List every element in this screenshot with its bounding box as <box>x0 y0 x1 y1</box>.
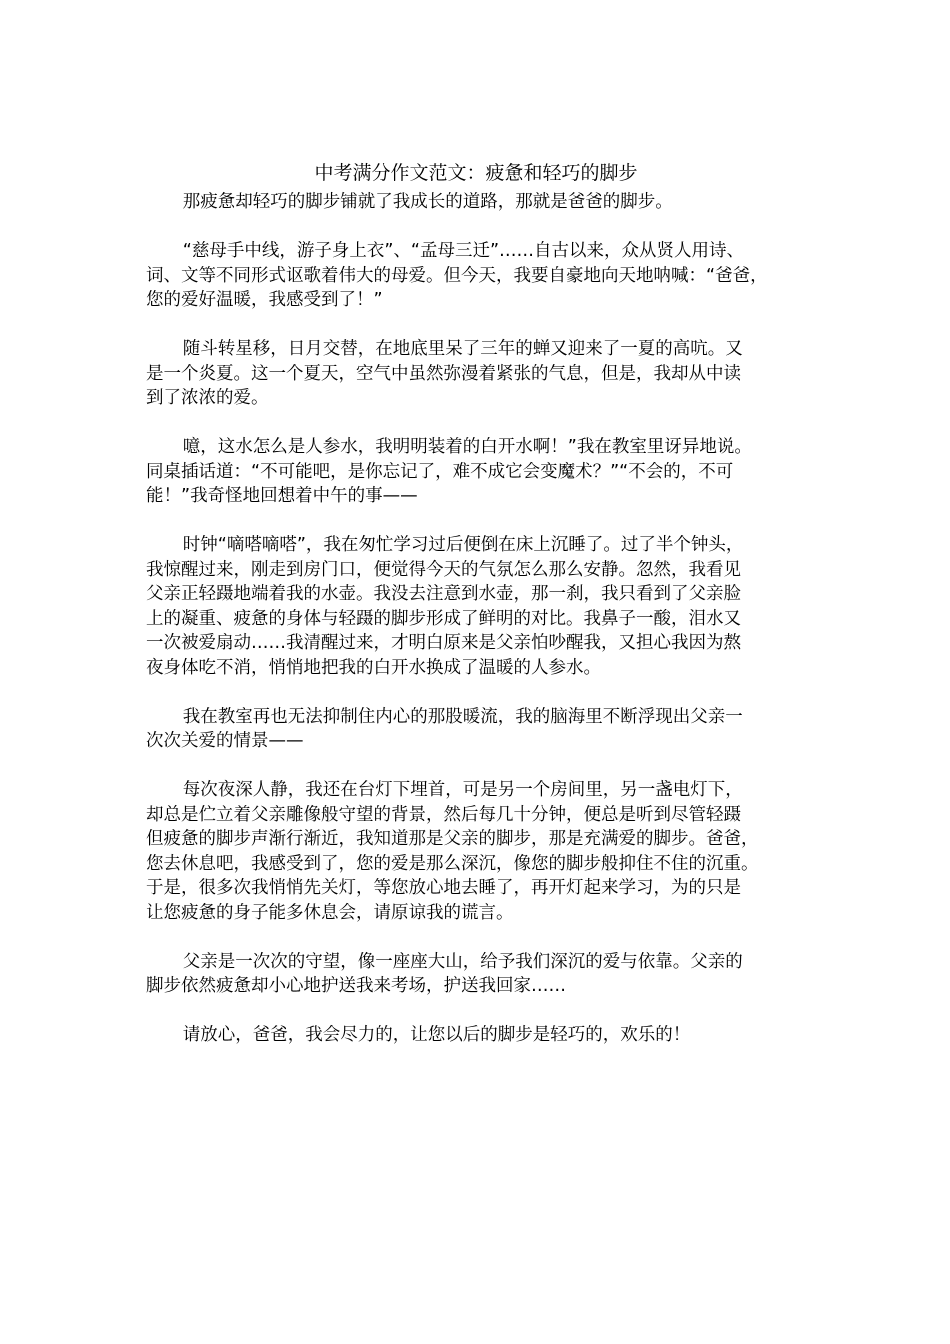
paragraph-1: 那疲惫却轻巧的脚步铺就了我成长的道路，那就是爸爸的脚步。 <box>182 192 673 212</box>
paragraph-5: 时钟“嘀嗒嘀嗒”，我在匆忙学习过后便倒在床上沉睡了。过了半个钟头， 我惊醒过来，刚走到房门口，便觉得今天的气氛怎么那么安静。忽然，我看见 父亲正轻蹑地端着我的水壶。我没去注意到水壶，那一刹，我只看到了父亲脸 上的凝重、疲惫的身体与轻蹑的脚步形成了鲜明的对比。我鼻子一酸，泪水又 一次被爱扇动……我清醒过来，才明白原来是父亲怕吵醒我，又担心我因为熬 夜身体吃不消，悄悄地把我的白开水换成了温暖的人参水。 <box>146 535 744 678</box>
paragraph-2: “慈母手中线，游子身上衣”、“孟母三迁”……自古以来，众从贤人用诗、 词、文等不同形式讴歌着伟大的母爱。但今天，我要自豪地向天地呐喊：“爸爸， 您的爱好温暖，我感受到了！” <box>146 241 768 310</box>
paragraph-4: 噫，这水怎么是人参水，我明明装着的白开水啊！”我在教室里讶异地说。 同桌插话道：“不可能吧，是你忘记了，难不成它会变魔术？”“不会的，不可 能！”我奇怪地回想着中午的事—— <box>146 437 752 506</box>
paragraph-6: 我在教室再也无法抑制住内心的那股暖流，我的脑海里不断浮现出父亲一 次次关爱的情景—— <box>146 706 743 751</box>
document-page <box>146 160 806 1072</box>
paragraph-9: 请放心，爸爸，我会尽力的，让您以后的脚步是轻巧的，欢乐的！ <box>182 1025 691 1045</box>
paragraph-3: 随斗转星移，日月交替，在地底里呆了三年的蝉又迎来了一夏的高吭。又 是一个炎夏。这一个夏天，空气中虽然弥漫着紧张的气息，但是，我却从中读 到了浓浓的爱。 <box>146 339 743 408</box>
paragraph-8: 父亲是一次次的守望，像一座座大山，给予我们深沉的爱与依靠。父亲的 脚步依然疲惫却小心地护送我来考场，护送我回家…… <box>146 951 743 996</box>
paragraph-7: 每次夜深人静，我还在台灯下埋首，可是另一个房间里，另一盏电灯下， 却总是伫立着父亲雕像般守望的背景，然后每几十分钟，便总是听到尽管轻蹑 但疲惫的脚步声渐行渐近，我知道那是父亲的脚步，那是充满爱的脚步。爸爸， 您去休息吧，我感受到了，您的爱是那么深沉，像您的脚步般抑住不住的沉重。 于是，很多次我悄悄先关灯，等您放心地去睡了，再开灯起来学习，为的只是 让您疲惫的身子能多休息会，请原谅我的谎言。 <box>146 780 759 923</box>
document-title: 中考满分作文范文：疲惫和轻巧的脚步 <box>314 162 638 184</box>
